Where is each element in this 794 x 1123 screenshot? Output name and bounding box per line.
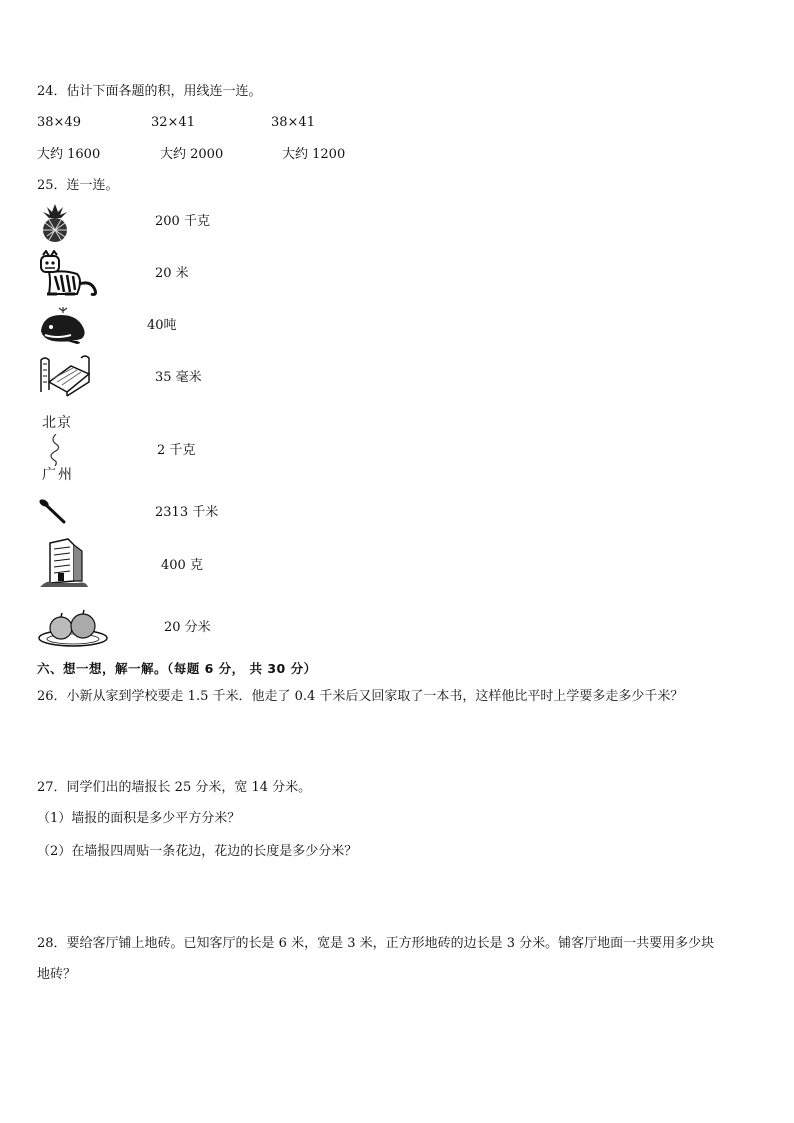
bed-icon — [37, 352, 93, 398]
q25-label-5: 2 千克 — [157, 443, 196, 458]
q25-label-8: 20 分米 — [164, 620, 211, 635]
q24-product-1: 38×49 — [37, 115, 81, 130]
q24-product-2: 32×41 — [151, 115, 195, 130]
building-icon — [38, 537, 88, 589]
route-bottom-label: 广州 — [42, 467, 74, 483]
q25-label-4: 35 毫米 — [155, 370, 202, 385]
q25-label-7: 400 克 — [161, 558, 203, 573]
section-6-heading: 六、想一想，解一解。（每题 6 分， 共 30 分） — [37, 661, 317, 676]
beijing-guangzhou-route-icon — [40, 412, 84, 486]
q24-product-3: 38×41 — [271, 115, 315, 130]
q27-sub1: （1）墙报的面积是多少平方分米？ — [37, 811, 241, 826]
q25-label-1: 200 千克 — [155, 214, 210, 229]
q25-label-6: 2313 千米 — [155, 505, 219, 520]
q25-label-2: 20 米 — [155, 266, 189, 281]
q25-title: 25．连一连。 — [37, 178, 119, 193]
route-top-label: 北京 — [42, 415, 72, 431]
pineapple-icon — [38, 203, 72, 243]
q26-text: 26．小新从家到学校要走 1.5 千米．他走了 0.4 千米后又回家取了一本书，这样他比平时上学要多走多少千米？ — [37, 689, 684, 704]
q27-sub2: （2）在墙报四周贴一条花边，花边的长度是多少分米？ — [37, 844, 358, 859]
q28-line2: 地砖？ — [37, 967, 77, 982]
nail-icon — [38, 497, 68, 525]
q24-estimate-1: 大约 1600 — [37, 147, 101, 162]
q24-estimate-2: 大约 2000 — [160, 147, 224, 162]
apples-plate-icon — [37, 608, 109, 648]
tiger-icon — [37, 250, 101, 300]
q24-estimate-3: 大约 1200 — [282, 147, 346, 162]
q24-title: 24．估计下面各题的积，用线连一连。 — [37, 84, 262, 99]
q25-label-3: 40吨 — [147, 318, 177, 333]
q27-text: 27．同学们出的墙报长 25 分米，宽 14 分米。 — [37, 780, 312, 795]
q28-line1: 28．要给客厅铺上地砖。已知客厅的长是 6 米，宽是 3 米，正方形地砖的边长是 3 分米。铺客厅地面一共要用多少块 — [37, 936, 715, 951]
whale-icon — [37, 305, 89, 345]
